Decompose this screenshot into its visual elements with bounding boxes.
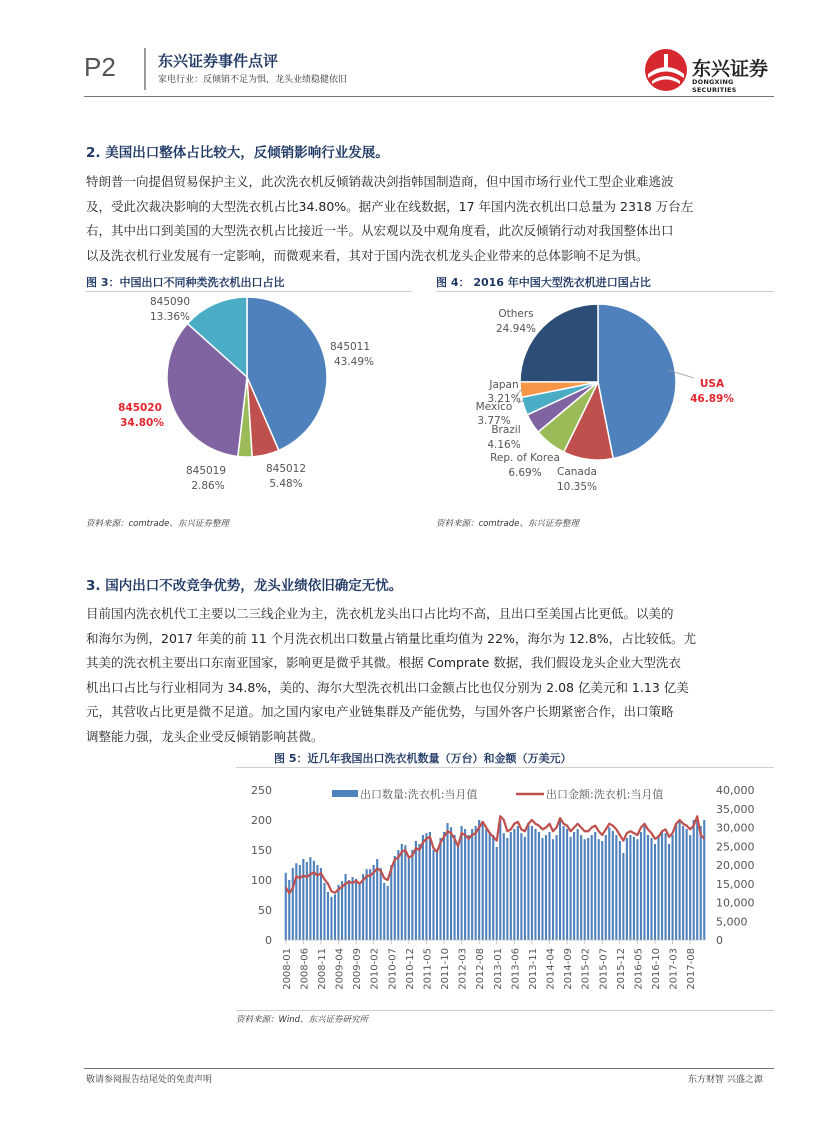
fig4-label-value: 3.77%: [477, 415, 511, 427]
fig5-bar: [383, 883, 385, 940]
fig5-bar: [580, 835, 582, 940]
fig4-label-canada: [557, 466, 597, 493]
fig5-bar: [679, 820, 681, 940]
fig5-bar: [397, 850, 399, 940]
fig5-bar: [334, 894, 336, 940]
fig5-ytick-right: 0: [716, 934, 723, 947]
pie-slice-usa: [598, 304, 676, 459]
fig5-bar: [668, 844, 670, 940]
fig5-ytick-right: 15,000: [716, 877, 755, 891]
fig5-bar: [633, 837, 635, 940]
fig5-bar: [401, 844, 403, 940]
fig5-bar: [489, 832, 491, 940]
section-2-line: 右，其中出口到美国的大型洗衣机占比接近一半。从宏观以及中观角度看，此次反倾销行动对我国整体出口: [86, 223, 674, 238]
fig5-bar: [369, 869, 371, 940]
fig4-label-name: Japan: [489, 379, 519, 391]
brand-name: 东兴证券: [692, 58, 769, 80]
fig5-bar: [457, 844, 459, 940]
fig5-ytick-left: 100: [251, 874, 272, 887]
fig5-bar: [337, 885, 339, 940]
section-2-line: 及，受此次裁决影响的大型洗衣机占比34.80%。据产业在线数据，17 年国内洗衣机出口总量为 2318 万台左: [86, 198, 694, 214]
fig5-xtick-label: 2016-10: [651, 948, 663, 990]
fig4-label-value: 24.94%: [495, 323, 537, 335]
fig5-bar: [464, 829, 466, 940]
fig4-label-name: Rep. of Korea: [490, 452, 560, 464]
fig5-bar: [341, 881, 343, 940]
fig3-label-name: 845012: [265, 463, 307, 475]
section-3-line: 元，其营收占比更是微不足道。加之国内家电产业链集群及产能优势，与国外客户长期紧密合作，出口策略: [86, 704, 674, 719]
section-3-line: 其美的洗衣机主要出口东南亚国家，影响更是微乎其微。根据 Comprate 数据，我们假设龙头企业大型洗衣: [86, 655, 681, 670]
fig5-bar: [563, 826, 565, 940]
fig5-ytick-right: 30,000: [716, 821, 755, 835]
fig5-xtick-label: 2015-07: [598, 948, 610, 990]
fig5-bar: [700, 826, 702, 940]
fig5-bar: [506, 838, 508, 940]
fig4-pie-chart: [436, 292, 774, 510]
fig5-bar: [366, 869, 368, 940]
fig5-bar: [468, 835, 470, 940]
header-rule: [84, 96, 774, 97]
section-2-line: 以及洗衣机行业发展有一定影响，而微观来看，其对于国内洗衣机龙头企业带来的总体影响不足为惧。: [86, 247, 649, 263]
fig5-xtick-label: 2017-08: [686, 948, 698, 990]
fig5-bar: [548, 832, 550, 940]
fig5-bar: [555, 835, 557, 940]
fig5-bar: [654, 844, 656, 940]
fig5-bar: [461, 826, 463, 940]
fig5-xtick-label: 2014-04: [545, 948, 557, 990]
fig3-label-name: 845011: [329, 341, 371, 353]
fig5-bar: [566, 829, 568, 940]
fig5-xtick-label: 2012-03: [457, 948, 469, 990]
fig5-bar: [373, 865, 375, 940]
fig5-bar: [330, 897, 332, 940]
fig5-bar: [418, 844, 420, 940]
fig5-bar: [359, 882, 361, 940]
fig5-bar: [429, 832, 431, 940]
fig5-caption: 图 5：近几年我国出口洗衣机数量（万台）和金额（万美元）: [274, 752, 572, 765]
fig5-bar: [492, 835, 494, 940]
fig3-label-name: 845090: [149, 296, 191, 308]
fig5-bar: [355, 879, 357, 940]
fig5-bar: [499, 820, 501, 940]
fig4-label-value: 10.35%: [556, 481, 598, 493]
fig5-bar: [622, 853, 624, 940]
section-2-title: 2. 美国出口整体占比较大，反倾销影响行业发展。: [86, 145, 389, 161]
fig5-xtick-label: 2015-02: [580, 948, 592, 990]
fig5-bar: [302, 859, 304, 940]
fig5-legend-line-label: 出口金额:洗衣机:当月值: [546, 788, 664, 801]
fig5-xtick-label: 2017-03: [668, 948, 680, 990]
fig4-label-others: [496, 308, 536, 335]
fig5-xtick-label: 2010-12: [404, 948, 416, 990]
fig5-bar: [636, 839, 638, 940]
fig5-xtick-label: 2009-04: [334, 948, 346, 990]
fig5-source-rule: [236, 1010, 774, 1011]
fig5-bar: [517, 826, 519, 940]
fig5-bar: [647, 835, 649, 940]
fig5-bar: [598, 839, 600, 940]
fig5-bar: [288, 880, 290, 940]
fig3-label-845090: [150, 296, 190, 323]
fig5-bar: [650, 838, 652, 940]
fig5-bar: [309, 857, 311, 940]
fig5-bar: [573, 832, 575, 940]
fig5-bar: [672, 835, 674, 940]
fig5-bar: [605, 835, 607, 940]
fig3-label-845020: [118, 402, 164, 429]
fig4-label-name: Others: [498, 308, 534, 320]
fig5-bar: [478, 820, 480, 940]
fig4-label-usa: [690, 378, 734, 405]
fig3-label-value: 13.36%: [149, 311, 191, 323]
fig5-bar: [390, 865, 392, 940]
fig5-xtick-label: 2009-09: [352, 948, 364, 990]
fig5-bar: [601, 841, 603, 940]
fig5-bar: [520, 833, 522, 940]
footer-rule: [84, 1068, 774, 1069]
fig4-source: 资料来源：comtrade、东兴证券整理: [436, 519, 579, 529]
fig5-bar: [629, 835, 631, 940]
fig5-bar: [422, 835, 424, 940]
fig4-label-value: 3.21%: [487, 393, 521, 405]
fig5-bar: [541, 838, 543, 940]
fig5-bar: [587, 838, 589, 940]
fig5-bar: [657, 835, 659, 940]
fig5-legend-bar-label: 出口数量:洗衣机:当月值: [360, 788, 478, 801]
fig5-xtick-label: 2014-09: [563, 948, 575, 990]
fig5-source: 资料来源：Wind、东兴证券研究所: [236, 1015, 369, 1025]
fig5-bar: [591, 835, 593, 940]
fig5-bar: [292, 868, 294, 940]
fig5-bar: [352, 877, 354, 940]
fig5-bar-line-chart: [236, 768, 774, 1008]
fig5-bar: [454, 835, 456, 940]
fig5-xtick-label: 2008-11: [316, 948, 328, 990]
fig5-xtick-label: 2016-05: [633, 948, 645, 990]
footer-slogan: 东方财智 兴盛之源: [688, 1075, 763, 1085]
fig5-bar: [320, 868, 322, 940]
fig3-label-value: 43.49%: [333, 356, 375, 368]
fig5-xtick-label: 2010-07: [387, 948, 399, 990]
fig4-label-korea: [490, 452, 560, 479]
fig5-xtick-label: 2013-06: [510, 948, 522, 990]
fig5-bar: [387, 886, 389, 940]
fig5-bar: [327, 892, 329, 940]
fig5-bar: [538, 832, 540, 940]
fig5-bar: [615, 835, 617, 940]
fig4-label-japan: [487, 379, 520, 405]
fig5-xtick-label: 2011-10: [440, 948, 452, 990]
fig5-bar: [450, 827, 452, 940]
fig5-bar: [693, 820, 695, 940]
fig5-bar: [524, 837, 526, 940]
fig5-bar: [686, 829, 688, 940]
fig5-ytick-left: 50: [258, 904, 272, 917]
fig5-bar: [295, 863, 297, 940]
fig5-bar: [376, 859, 378, 940]
fig5-bar: [689, 835, 691, 940]
fig5-bar: [285, 873, 287, 940]
logo-mark-icon: [644, 48, 688, 92]
fig3-label-845012: [266, 463, 306, 490]
fig5-bar: [362, 874, 364, 940]
fig5-bar: [577, 829, 579, 940]
section-3-line: 机出口占比与行业相同为 34.8%，美的、海尔大型洗衣机出口金额占比也仅分别为 2.08 亿美元和 1.13 亿美: [86, 679, 689, 695]
fig5-xtick-label: 2011-05: [422, 948, 434, 990]
fig5-bar: [665, 833, 667, 940]
fig4-label-name: Canada: [557, 466, 597, 478]
report-subtitle: 家电行业：反倾销不足为惧，龙头业绩稳健依旧: [158, 75, 348, 85]
fig5-bar: [552, 839, 554, 940]
fig5-xtick-label: 2013-11: [527, 948, 539, 990]
fig5-bar: [510, 832, 512, 940]
fig5-bar: [306, 862, 308, 940]
fig5-ytick-left: 0: [265, 934, 272, 947]
fig5-bar: [619, 841, 621, 940]
section-2-body: [86, 170, 772, 268]
fig5-bar: [675, 823, 677, 940]
fig5-ytick-right: 10,000: [716, 896, 755, 910]
fig5-bar: [559, 820, 561, 940]
fig5-bar: [482, 821, 484, 940]
fig3-label-value: 34.80%: [120, 417, 164, 429]
fig5-bar: [545, 835, 547, 940]
fig5-bar: [323, 883, 325, 940]
fig4-label-name: Brazil: [491, 424, 521, 436]
fig5-xtick-label: 2008-01: [281, 948, 293, 990]
fig5-ytick-left: 150: [251, 844, 272, 857]
fig5-bar: [531, 826, 533, 940]
fig5-bar: [439, 838, 441, 940]
footer-disclaimer: 敬请参阅报告结尾处的免责声明: [86, 1075, 213, 1085]
brand-logo: [644, 48, 776, 92]
fig3-pie-chart: [86, 292, 412, 510]
fig3-label-value: 2.86%: [191, 480, 225, 492]
fig5-xtick-label: 2015-12: [615, 948, 627, 990]
fig5-bar: [348, 880, 350, 940]
fig5-bar: [696, 817, 698, 940]
fig3-label-845019: [186, 465, 226, 492]
fig5-xtick-label: 2008-06: [299, 948, 311, 990]
fig5-bar: [527, 823, 529, 940]
fig5-bar: [394, 856, 396, 940]
fig5-bar: [471, 829, 473, 940]
fig3-source: 资料来源：comtrade、东兴证券整理: [86, 519, 229, 529]
fig5-bar: [432, 850, 434, 940]
fig5-bar: [643, 826, 645, 940]
fig5-ytick-right: 35,000: [716, 802, 755, 816]
fig5-bar: [608, 827, 610, 940]
section-3-line: 和海尔为例，2017 年美的前 11 个月洗衣机出口数量占销量比重均值为 22%，海尔为 12.8%，占比较低。尤: [86, 630, 697, 646]
fig5-xtick-label: 2010-02: [369, 948, 381, 990]
fig5-ytick-right: 20,000: [716, 859, 755, 872]
fig5-bar: [534, 829, 536, 940]
fig4-label-brazil: [487, 424, 520, 451]
fig5-ytick-left: 200: [251, 814, 272, 827]
fig5-bar: [513, 829, 515, 940]
brand-name-en: DONGXING SECURITIES: [692, 78, 737, 94]
fig5-bar: [475, 826, 477, 940]
section-3-body: [86, 602, 772, 749]
fig5-xtick-label: 2012-08: [475, 948, 487, 990]
fig3-label-value: 5.48%: [269, 478, 303, 490]
fig5-bar: [594, 832, 596, 940]
fig5-bar: [661, 832, 663, 940]
section-2-line: 特朗普一向提倡贸易保护主义，此次洗衣机反倾销裁决剑指韩国制造商，但中国市场行业代工型企业难逃波: [86, 174, 674, 189]
fig5-bar: [408, 856, 410, 940]
fig3-label-845011: [330, 341, 374, 368]
fig5-bar: [682, 826, 684, 940]
section-3-title: 3. 国内出口不改竞争优势，龙头业绩依旧确定无忧。: [86, 578, 403, 594]
fig5-bar: [404, 845, 406, 940]
fig4-label-value: 4.16%: [487, 439, 521, 451]
fig5-bar: [485, 829, 487, 940]
fig5-xtick-label: 2013-01: [492, 948, 504, 990]
section-3-line: 目前国内洗衣机代工主要以二三线企业为主，洗衣机龙头出口占比均不高，且出口至美国占比更低。以美的: [86, 606, 674, 621]
fig4-label-name: Mexico: [475, 401, 513, 413]
fig5-ytick-left: 250: [251, 784, 272, 797]
report-type-title: 东兴证券事件点评: [158, 52, 279, 70]
fig3-caption: 图 3：中国出口不同种类洗衣机出口占比: [86, 276, 285, 289]
fig3-label-name: 845020: [118, 402, 162, 414]
fig5-ytick-right: 25,000: [716, 840, 755, 854]
fig5-bar: [496, 847, 498, 940]
fig5-bar: [584, 839, 586, 940]
fig5-legend-bar-swatch: [332, 790, 358, 797]
fig5-bar: [570, 837, 572, 940]
fig5-bar: [415, 841, 417, 940]
fig3-label-name: 845019: [185, 465, 227, 477]
fig5-bar: [436, 851, 438, 940]
fig4-caption: 图 4： 2016 年中国大型洗衣机进口国占比: [436, 276, 651, 289]
fig5-bar: [380, 868, 382, 940]
page-number: P2: [84, 52, 116, 82]
fig5-ytick-right: 5,000: [716, 915, 748, 929]
fig5-bar: [446, 823, 448, 940]
section-3-line: 调整能力强，龙头企业受反倾销影响甚微。: [86, 728, 324, 744]
header-divider: [144, 48, 146, 90]
fig5-bar: [411, 850, 413, 940]
fig5-bar: [425, 833, 427, 940]
fig4-label-value: 6.69%: [508, 467, 542, 479]
fig4-label-value: 46.89%: [690, 393, 734, 405]
fig5-bar: [443, 832, 445, 940]
fig4-label-name: USA: [699, 378, 725, 390]
fig5-bar: [612, 831, 614, 940]
fig5-ytick-right: 40,000: [716, 784, 755, 797]
fig5-bar: [626, 838, 628, 940]
fig5-bar: [503, 833, 505, 940]
fig5-bar: [640, 832, 642, 940]
